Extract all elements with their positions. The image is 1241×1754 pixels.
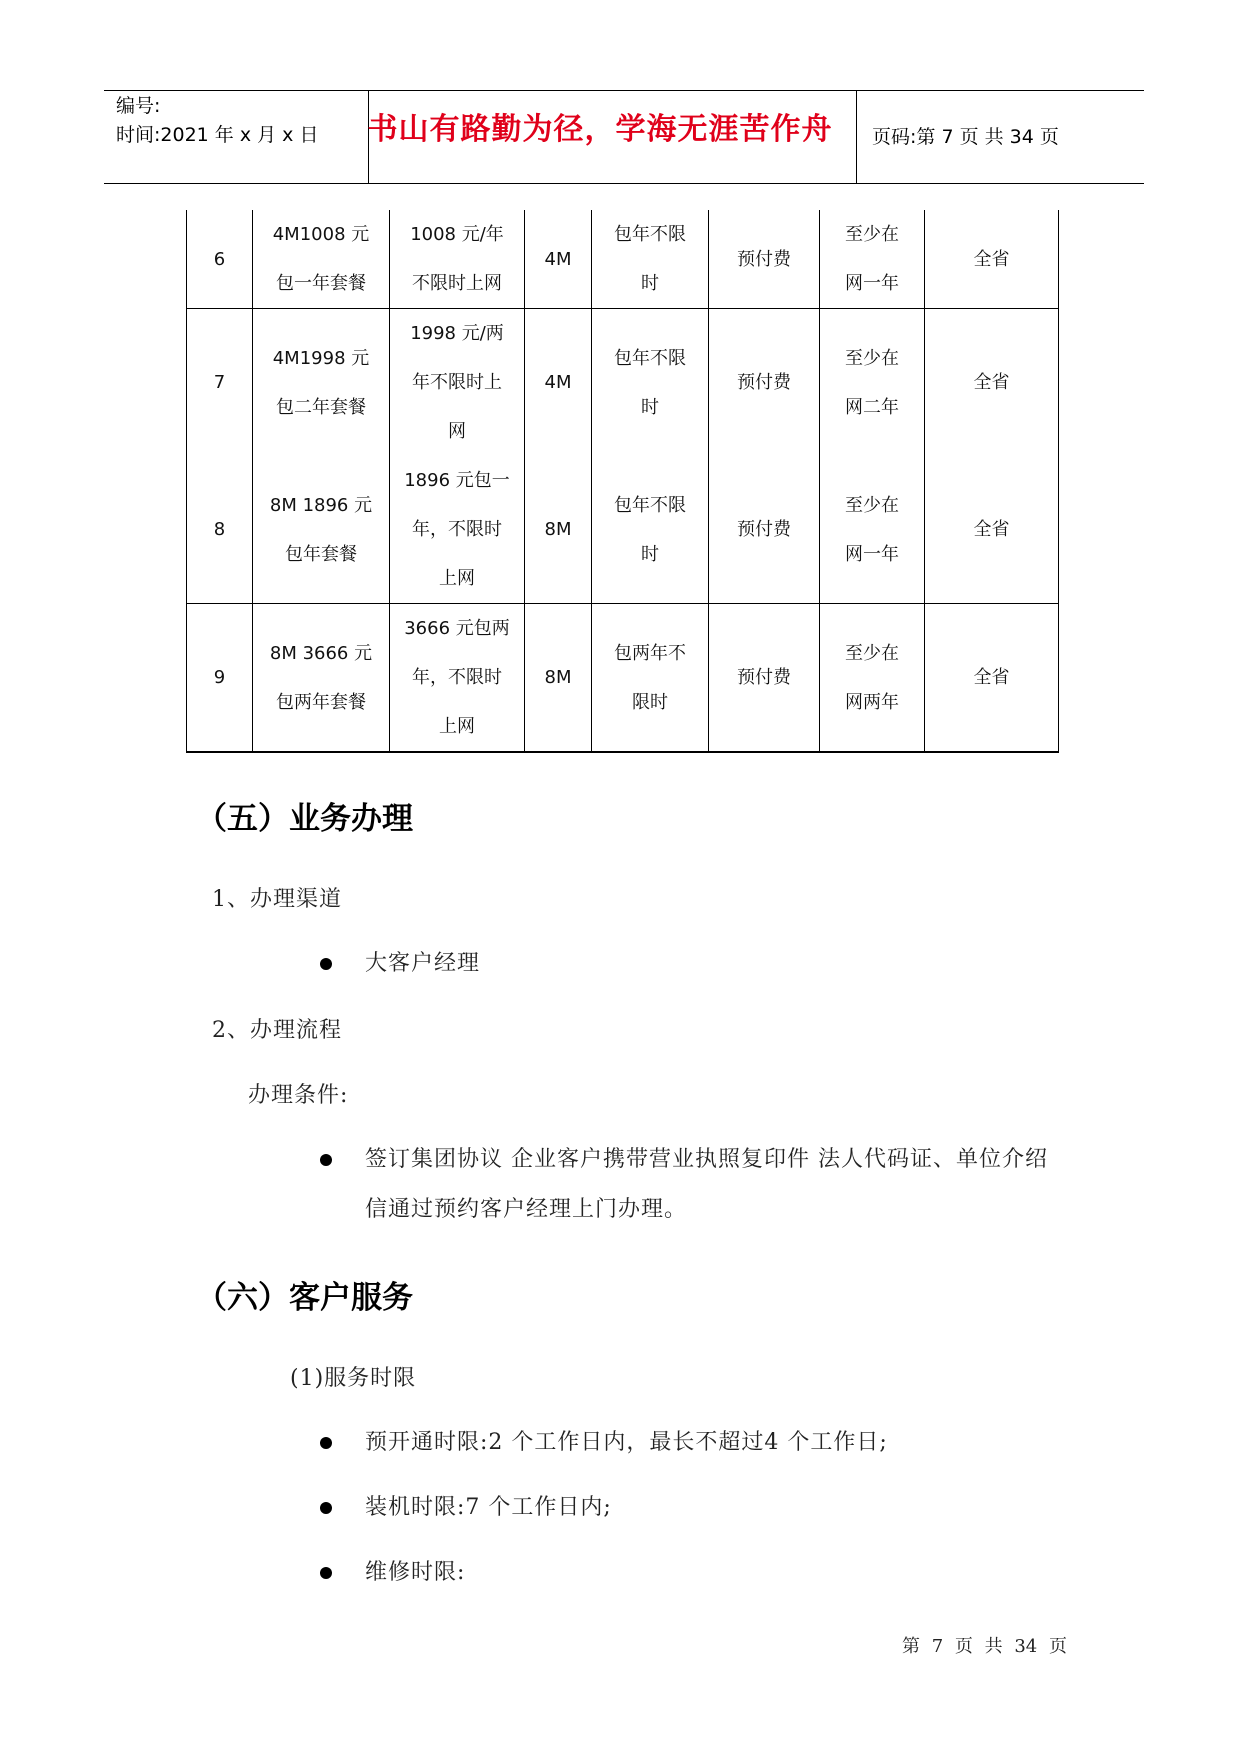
table-row — [187, 456, 1059, 604]
cell-price: 1008 元/年 不限时上网 — [390, 210, 525, 309]
cell-duration: 包两年不 限时 — [592, 604, 709, 753]
cell-no: 7 — [187, 309, 253, 457]
cell-payment: 预付费 — [709, 210, 820, 309]
bullet-dot — [320, 1437, 332, 1449]
cell-package: 4M1998 元 包二年套餐 — [253, 309, 390, 457]
cell-term: 至少在 网一年 — [820, 456, 925, 604]
header-time: 时间:2021 年 x 月 x 日 — [116, 124, 319, 146]
cell-no: 8 — [187, 456, 253, 604]
cell-duration: 包年不限 时 — [592, 210, 709, 309]
table-row — [187, 604, 1059, 753]
channel-heading: 1、办理渠道 — [212, 887, 342, 912]
cell-package: 8M 3666 元 包两年套餐 — [253, 604, 390, 753]
condition-bullet: 签订集团协议 企业客户携带营业执照复印件 法人代码证、单位介绍信通过预约客户经理上门办理。 — [365, 1147, 1048, 1222]
cell-speed: 8M — [525, 604, 592, 753]
cell-payment: 预付费 — [709, 309, 820, 457]
page-footer: 第 7 页 共 34 页 — [902, 1636, 1067, 1657]
cell-price: 1998 元/两 年不限时上 网 — [390, 309, 525, 457]
cell-term: 至少在 网二年 — [820, 309, 925, 457]
header-bottom-rule — [104, 183, 1144, 184]
bullet-dot — [320, 1502, 332, 1514]
section-heading-business: （五）业务办理 — [196, 801, 413, 837]
cell-area: 全省 — [925, 210, 1059, 309]
header-divider-right — [856, 90, 857, 184]
cell-price: 1896 元包一 年，不限时 上网 — [390, 456, 525, 604]
service-bullet: 维修时限: — [365, 1560, 466, 1585]
cell-duration: 包年不限 时 — [592, 456, 709, 604]
cell-payment: 预付费 — [709, 604, 820, 753]
condition-label: 办理条件: — [248, 1083, 349, 1108]
cell-payment: 预付费 — [709, 456, 820, 604]
cell-speed: 4M — [525, 309, 592, 457]
cell-no: 9 — [187, 604, 253, 753]
bullet-dot — [320, 1567, 332, 1579]
cell-area: 全省 — [925, 604, 1059, 753]
channel-bullet: 大客户经理 — [365, 951, 481, 976]
bullet-dot — [320, 958, 332, 970]
table-row — [187, 309, 1059, 457]
header-number: 编号: — [116, 95, 161, 117]
section-heading-service: （六）客户服务 — [196, 1280, 413, 1316]
service-time-heading: (1)服务时限 — [290, 1366, 417, 1391]
process-heading: 2、办理流程 — [212, 1018, 342, 1043]
cell-price: 3666 元包两 年，不限时 上网 — [390, 604, 525, 753]
page-header — [104, 90, 1144, 184]
cell-term: 至少在 网一年 — [820, 210, 925, 309]
cell-speed: 4M — [525, 210, 592, 309]
service-bullet: 装机时限:7 个工作日内; — [365, 1495, 612, 1520]
cell-no: 6 — [187, 210, 253, 309]
cell-duration: 包年不限 时 — [592, 309, 709, 457]
service-bullet: 预开通时限:2 个工作日内，最长不超过4 个工作日; — [365, 1430, 888, 1455]
cell-term: 至少在 网两年 — [820, 604, 925, 753]
package-table — [186, 210, 1059, 753]
header-motto: 书山有路勤为径，学海无涯苦作舟 — [367, 112, 833, 147]
bullet-dot — [320, 1154, 332, 1166]
cell-package: 8M 1896 元 包年套餐 — [253, 456, 390, 604]
header-meta — [116, 92, 318, 150]
header-top-rule — [104, 90, 1144, 91]
header-page-label: 页码:第 7 页 共 34 页 — [872, 126, 1059, 148]
cell-area: 全省 — [925, 309, 1059, 457]
table-row — [187, 210, 1059, 309]
cell-speed: 8M — [525, 456, 592, 604]
cell-package: 4M1008 元 包一年套餐 — [253, 210, 390, 309]
cell-area: 全省 — [925, 456, 1059, 604]
